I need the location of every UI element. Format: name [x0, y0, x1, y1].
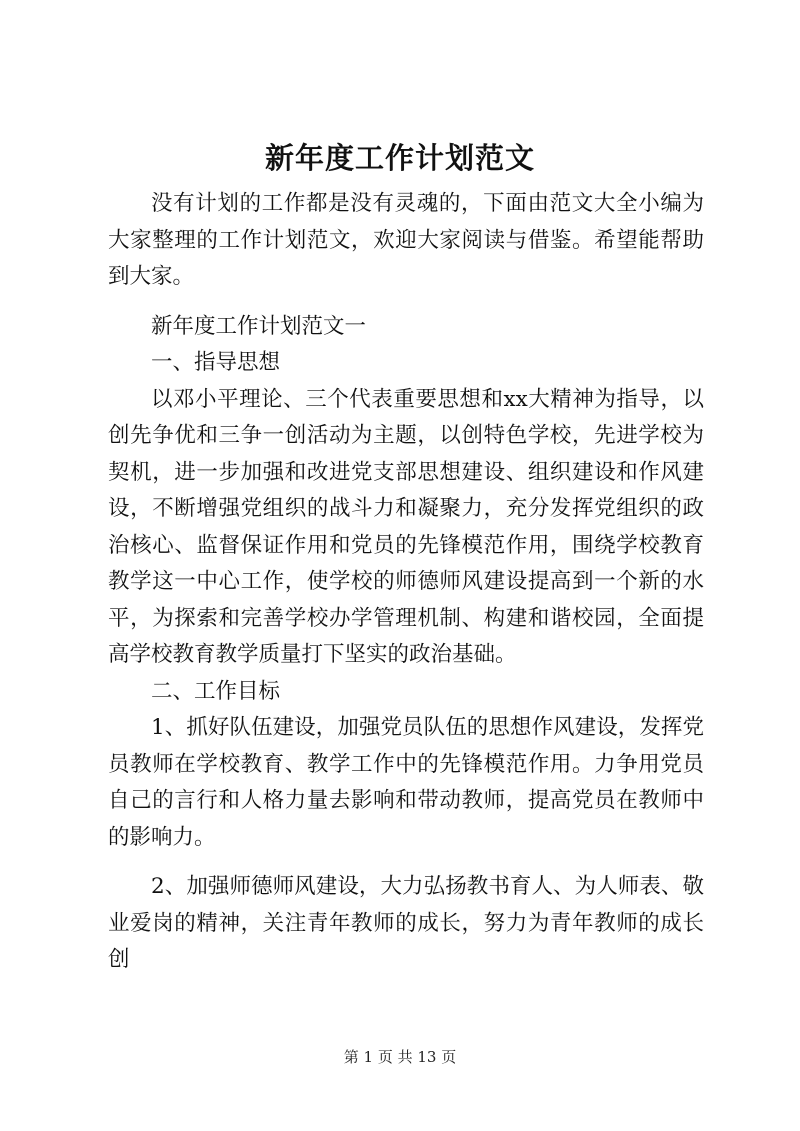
section-heading-plan-one: 新年度工作计划范文一	[151, 313, 367, 339]
work-goal-item-1: 1、抓好队伍建设，加强党员队伍的思想作风建设，发挥党员教师在学校教育、教学工作中的先锋模范作用。力争用党员自己的言行和人格力量去影响和带动教师，提高党员在教师中的影响力。	[108, 715, 704, 850]
section-heading-work-goals: 二、工作目标	[151, 678, 281, 704]
work-goal-item-2: 2、加强师德师风建设，大力弘扬教书育人、为人师表、敬业爱岗的精神，关注青年教师的成长，努力为青年教师的成长创	[108, 874, 704, 972]
guiding-thought-paragraph: 以邓小平理论、三个代表重要思想和xx大精神为指导，以创先争优和三争一创活动为主题，以创特色学校，先进学校为契机，进一步加强和改进党支部思想建设、组织建设和作风建设，不断增强党组织的战斗力和凝聚力，充分发挥党组织的政治核心、监督保证作用和党员的先锋模范作用，围绕学校教育教学这一中心工作，使学校的师德师风建设提高到一个新的水平，为探索和完善学校办学管理机制、构建和谐校园，全面提高学校教育教学质量打下坚实的政治基础。	[108, 386, 704, 667]
document-body	[108, 186, 704, 979]
page-number-footer: 第 1 页 共 13 页	[343, 1048, 457, 1066]
document-title: 新年度工作计划范文	[264, 141, 535, 175]
intro-paragraph: 没有计划的工作都是没有灵魂的，下面由范文大全小编为大家整理的工作计划范文，欢迎大家阅读与借鉴。希望能帮助到大家。	[108, 191, 704, 289]
section-heading-guiding-thought: 一、指导思想	[151, 350, 281, 375]
